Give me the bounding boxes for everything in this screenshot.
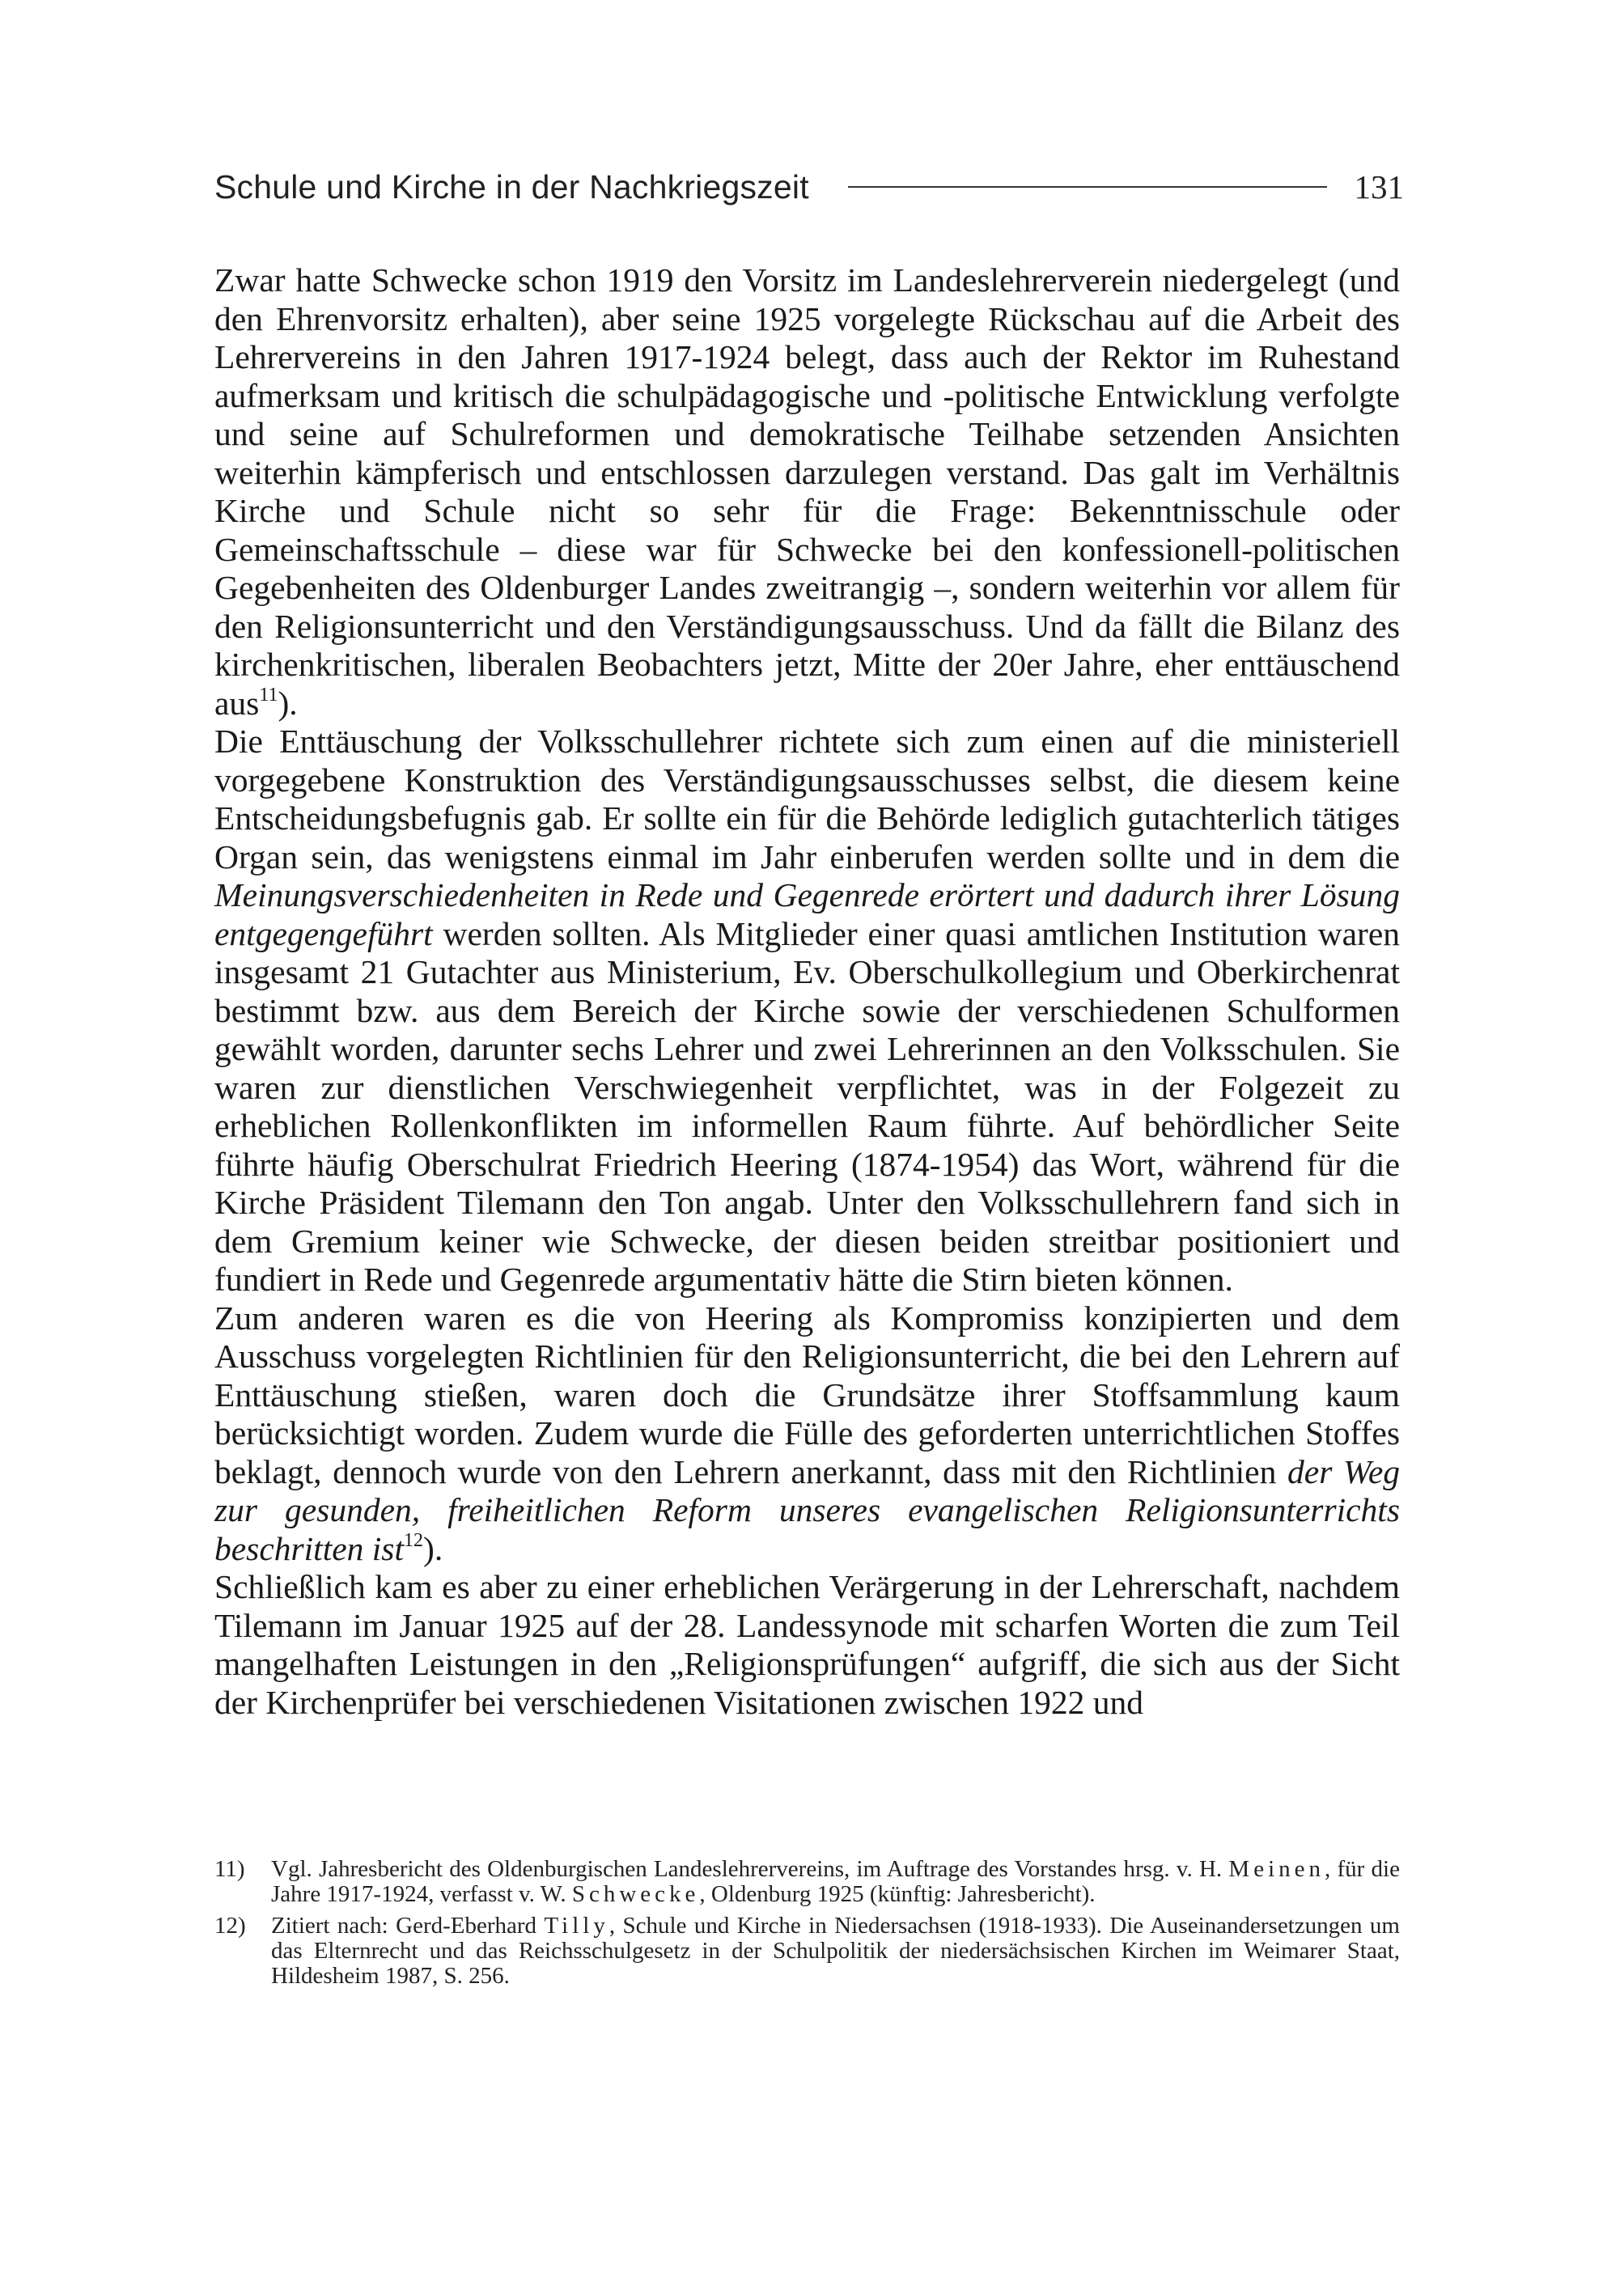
paragraph-1-text: Zwar hatte Schwecke schon 1919 den Vorsitz im Landeslehrerverein niedergelegt (und den Ehrenvorsitz erhalten), aber seine 1925 vorgelegte Rückschau auf die Arbeit des Lehrervereins in den Jahren 1917-1924 belegt, dass auch der Rektor im Ruhestand aufmerksam und kritisch die schulpädagogische und -politische Entwicklung verfolgte und seine auf Schulreformen und demokratische Teilhabe setzenden Ansichten weiterhin kämpferisch und entschlossen darzulegen verstand. Das galt im Verhältnis Kirche und Schule nicht so sehr für die Frage: Bekenntnisschule oder Gemeinschaftsschule – diese war für Schwecke bei den konfessionell-politischen Gegebenheiten des Oldenburger Landes zweitrangig –, sondern weiterhin vor allem für den Religionsunterricht und den Verständigungsausschuss. Und da fällt die Bilanz des kirchenkritischen, liberalen Beobachters jetzt, Mitte der 20er Jahre, eher enttäuschend aus bbox=[214, 261, 1400, 722]
running-header bbox=[214, 164, 1404, 210]
paragraph-2 bbox=[214, 723, 1400, 1299]
author-name: Schwecke bbox=[571, 1881, 700, 1907]
footnote-11 bbox=[214, 1857, 1400, 1907]
paragraph-2-text-before: Die Enttäuschung der Volksschullehrer richtete sich zum einen auf die ministeriell vorgegebene Konstruktion des Verständigungsausschusses selbst, die diesem keine Entscheidungsbefugnis gab. Er sollte ein für die Behörde lediglich gutachterlich tätiges Organ sein, das wenigstens einmal im Jahr einberufen werden sollte und in dem die bbox=[214, 723, 1400, 875]
footnote-ref-11[interactable]: 11 bbox=[259, 684, 278, 706]
paragraph-3-quote: der Weg zur gesunden, freiheitlichen Reform unseres evangelischen Religionsunterrichts beschritten ist bbox=[214, 1452, 1400, 1567]
paragraph-3 bbox=[214, 1299, 1400, 1569]
header-rule bbox=[848, 186, 1327, 188]
footnote-number: 12) bbox=[214, 1913, 246, 1939]
paragraph-4-text: Schließlich kam es aber zu einer erheblichen Verärgerung in der Lehrerschaft, nachdem Tilemann im Januar 1925 auf der 28. Landessynode mit scharfen Worten die zum Teil mangelhaften Leistungen in den „Religionsprüfungen“ aufgriff, die sich aus der Sicht der Kirchenprüfer bei verschiedenen Visitationen zwischen 1922 und bbox=[214, 1568, 1400, 1721]
page-number: 131 bbox=[1354, 168, 1404, 206]
body-text bbox=[214, 261, 1400, 1722]
paragraph-1-end: ). bbox=[278, 684, 298, 722]
paragraph-3-end: ). bbox=[423, 1529, 443, 1567]
author-name: Tilly bbox=[544, 1913, 609, 1939]
footnotes bbox=[214, 1857, 1400, 1995]
paragraph-2-text-after: werden sollten. Als Mitglieder einer quasi amtlichen Institution waren insgesamt 21 Gutachter aus Ministerium, Ev. Oberschulkollegium und Oberkirchenrat bestimmt bzw. aus dem Bereich der Kirche sowie der verschiedenen Schulformen gewählt worden, darunter sechs Lehrer und zwei Lehrerinnen an den Volksschulen. Sie waren zur dienstlichen Verschwiegenheit verpflichtet, was in der Folgezeit zu erheblichen Rollenkonflikten im informellen Raum führte. Auf behördlicher Seite führte häufig Oberschulrat Friedrich Heering (1874-1954) das Wort, während für die Kirche Präsident Tilemann den Ton angab. Unter den Volksschullehrern fand sich in dem Gremium keiner wie Schwecke, der diesen beiden streitbar positioniert und fundiert in Rede und Gegenrede argumentativ hätte die Stirn bieten können. bbox=[214, 914, 1400, 1298]
paragraph-1 bbox=[214, 261, 1400, 723]
paragraph-4 bbox=[214, 1568, 1400, 1722]
footnote-12 bbox=[214, 1914, 1400, 1989]
footnote-number: 11) bbox=[214, 1856, 245, 1882]
footnote-text: Vgl. Jahresbericht des Oldenburgischen Landeslehrervereins, im Auftrage des Vorstandes hrsg. v. H. Meinen, für die Jahre 1917-1924, verfasst v. W. Schwecke, Oldenburg 1925 (künftig: Jahresbericht). bbox=[271, 1856, 1400, 1907]
paragraph-2-quote: Meinungsverschiedenheiten in Rede und Gegenrede erörtert und dadurch ihrer Lösung entgegengeführt bbox=[214, 876, 1400, 952]
footnote-ref-12[interactable]: 12 bbox=[404, 1529, 423, 1551]
author-name: Meinen bbox=[1228, 1856, 1325, 1882]
footnote-text: Zitiert nach: Gerd-Eberhard Tilly, Schule und Kirche in Niedersachsen (1918-1933). Die Auseinandersetzungen um das Elternrecht und das Reichsschulgesetz in der Schulpolitik der niedersächsischen Kirchen im Weimarer Staat, Hildesheim 1987, S. 256. bbox=[271, 1913, 1400, 1989]
running-title: Schule und Kirche in der Nachkriegszeit bbox=[214, 167, 809, 206]
paragraph-3-text-before: Zum anderen waren es die von Heering als Kompromiss konzipierten und dem Ausschuss vorgelegten Richtlinien für den Religionsunterricht, die bei den Lehrern auf Enttäuschung stießen, waren doch die Grundsätze ihrer Stoffsammlung kaum berücksichtigt worden. Zudem wurde die Fülle des geforderten unterrichtlichen Stoffes beklagt, dennoch wurde von den Lehrern anerkannt, dass mit den Richtlinien bbox=[214, 1299, 1400, 1490]
